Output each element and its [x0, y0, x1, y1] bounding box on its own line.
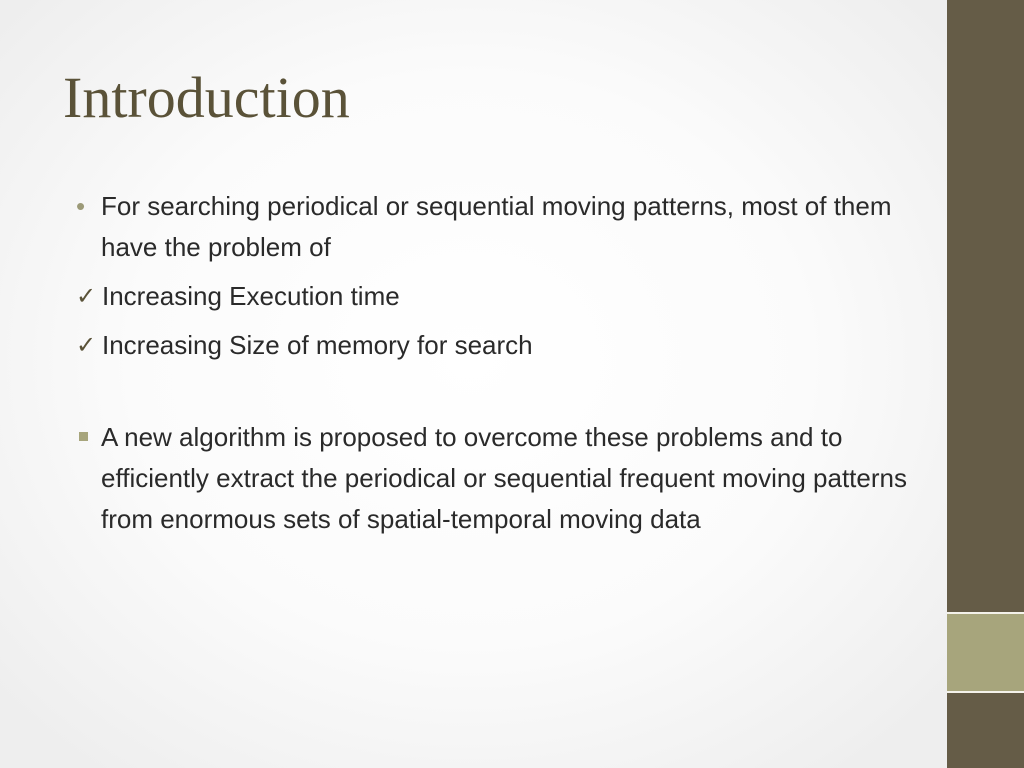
- sidebar-divider-bottom: [947, 691, 1024, 693]
- bullet-item: [76, 186, 916, 268]
- checklist-text: Increasing Execution time: [102, 281, 400, 311]
- slide-content: [76, 186, 916, 540]
- bullet-text: For searching periodical or sequential moving patterns, most of them have the problem of: [101, 191, 892, 262]
- checklist-item: [76, 325, 916, 366]
- bullet-dot-icon: •: [76, 191, 86, 221]
- sidebar-accent-block: [947, 614, 1024, 691]
- square-bullet-icon: [79, 432, 88, 441]
- checklist-item: [76, 276, 916, 317]
- bullet-item: [76, 417, 916, 540]
- slide-title: Introduction: [63, 65, 350, 130]
- checkmark-icon: ✓: [76, 283, 97, 310]
- checkmark-icon: ✓: [76, 332, 97, 359]
- bullet-text: A new algorithm is proposed to overcome these problems and to efficiently extract the periodical or sequential frequent moving patterns from enormous sets of spatial-temporal moving data: [101, 422, 907, 534]
- checklist-text: Increasing Size of memory for search: [102, 330, 533, 360]
